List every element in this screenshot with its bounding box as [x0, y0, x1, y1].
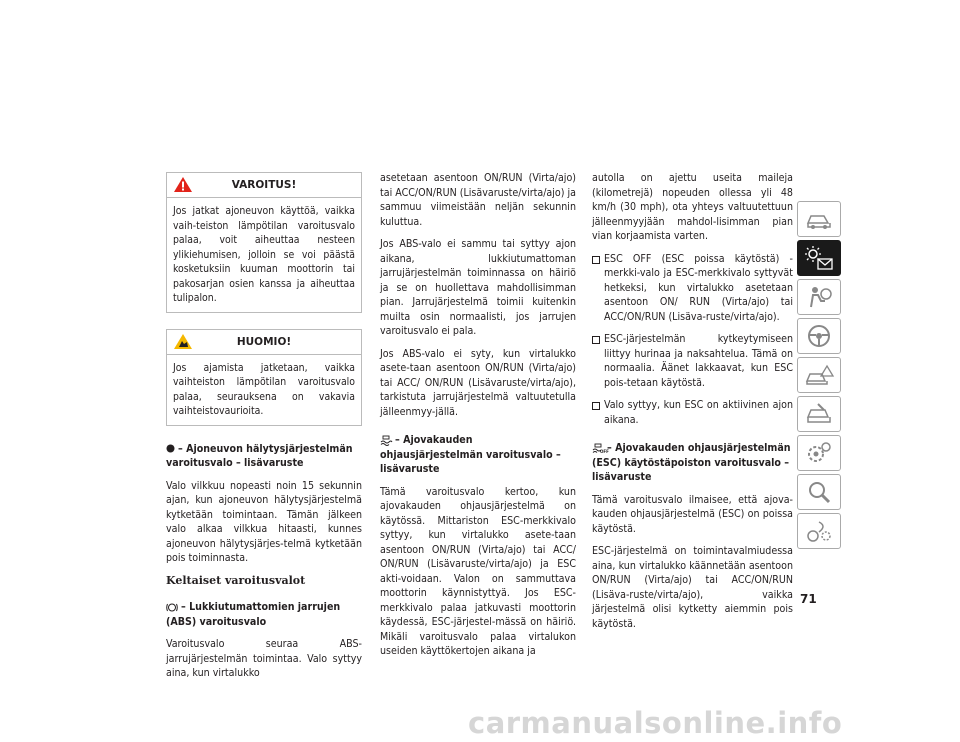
tab-servicing[interactable]	[797, 396, 841, 432]
magnifier-icon	[806, 479, 832, 505]
esc-paragraph: Tämä varoitusvalo kertoo, kun ajovakauden ohjausjärjestelmä on käytössä. Mittariston ESC-merkkivalo syttyy, kun virtalukko asete-taan asentoon ON/RUN (Virta/ajo) tai ACC/ ON/RUN (Lisävaruste/virta/ajo) ja ESC akti-voidaan. Valon on sammuttava moottorin käynnistyttyä. Jos ESC-merkkivalo palaa jatkuvasti moottorin käydessä, ESC-järjestel-mässä on häiriö. Mikäli varoitusvalo palaa virtalukon useiden käyttökertojen aikana ja	[380, 485, 576, 657]
list-item: ESC OFF (ESC poissa käytöstä) -merkki-valo ja ESC-merkkivalo syttyvät hetkeksi, kun virtalukko asetetaan asentoon ON/ RUN (Virta/ajo) tai ACC/ON/RUN (Lisäva-ruste/virta/ajo).	[592, 252, 793, 325]
abs-paragraph: Varoitusvalo seuraa ABS-jarrujärjestelmän toimintaa. Valo syttyy aina, kun virtalukko	[166, 638, 362, 679]
hazard-car-icon	[804, 363, 834, 387]
column-3	[592, 171, 793, 639]
watermark-text: carmanualsonline.info	[468, 706, 843, 740]
warning-lights-icon	[804, 245, 834, 271]
alarm-light-icon	[166, 444, 175, 453]
abs-check-paragraph: Jos ABS-valo ei syty, kun virtalukko asete-taan asentoon ON/RUN (Virta/ajo) tai ACC/ ON/RUN (Lisävaruste/virta/ajo), tarkistuta jarrujärjestelmä valtuutetulla jälleenmyy-jällä.	[380, 347, 576, 418]
tab-multimedia[interactable]	[797, 513, 841, 549]
notice-title: HUOMIO!	[236, 335, 292, 348]
car-keys-icon	[804, 207, 834, 231]
column-2	[380, 171, 576, 667]
abs-light-icon	[166, 603, 178, 612]
abs-fault-paragraph: Jos ABS-valo ei sammu tai syttyy ajon aikana, lukkiutumattoman jarrujärjestelmän toiminnassa on häiriö ja se on huollettava mahdollisimman pian. Jarrujärjestelmä toimii kuitenkin muilta osin normaalisti, jos jarrujen varoitusvalo ei pala.	[380, 238, 576, 337]
alarm-paragraph: Valo vilkkuu nopeasti noin 15 sekunnin ajan, kun ajoneuvon hälytysjärjestelmä kytketään toimintaan. Tämän jälkeen valo alkaa vilkkua hitaasti, kunnes ajoneuvon hälytysjärjes-telmä kytketään pois toiminnasta.	[166, 479, 362, 564]
bullet-square-icon	[592, 336, 600, 344]
watermark	[0, 704, 960, 742]
svg-text:OFF: OFF	[600, 449, 609, 454]
page-number: 71	[800, 592, 817, 606]
bullet-square-icon	[592, 402, 600, 410]
warning-triangle-icon	[173, 176, 193, 193]
notice-text: Jos ajamista jatketaan, vaikka vaihteiston lämpötilan varoitusvalo palaa, seurauksena on vakavia vaihteistovaurioita.	[173, 361, 355, 417]
notice-triangle-icon	[173, 333, 193, 350]
warning-text: Jos jatkat ajoneuvon käyttöä, vaikka vaih-teiston lämpötilan varoitusvalo palaa, voit aiheuttaa nesteen ylikiehumisen, jolloin se voi päästä kosketuksiin kuuman moottorin tai pakosarjan osien kanssa ja aiheuttaa tulipalon.	[173, 205, 355, 304]
tab-emergency[interactable]	[797, 357, 841, 393]
alarm-heading: – Ajoneuvon hälytysjärjestelmän varoitusvalo – lisävaruste	[166, 442, 353, 469]
esc-off-light-icon	[592, 443, 609, 454]
abs-heading: – Lukkiutumattomien jarrujen (ABS) varoitusvalo	[166, 601, 341, 628]
bullet-square-icon	[592, 256, 600, 264]
tab-driving[interactable]	[797, 318, 841, 354]
steering-wheel-icon	[806, 323, 832, 349]
car-service-icon	[804, 402, 834, 426]
yellow-lights-heading: Keltaiset varoitusvalot	[166, 573, 306, 587]
abs-continued-paragraph: asetetaan asentoon ON/RUN (Virta/ajo) tai ACC/ON/RUN (Lisävaruste/virta/ajo) ja sammuu viimeistään neljän sekunnin kuluttua.	[380, 172, 576, 228]
warning-box	[166, 172, 362, 313]
esc-heading: – Ajovakauden ohjausjärjestelmän varoitusvalo – lisävaruste	[380, 434, 561, 475]
tab-instrument-panel[interactable]	[797, 240, 841, 276]
gear-settings-icon	[805, 440, 833, 466]
warning-title: VAROITUS!	[231, 179, 297, 191]
esc-ready-paragraph: ESC-järjestelmä on toimintavalmiudessa aina, kun virtalukko käännetään asentoon ON/RUN (Virta/ajo) tai ACC/ON/RUN (Lisäva-ruste/virta/ajo), vaikka järjestelmä olisi kytketty aiemmin pois käytöstä.	[592, 545, 793, 630]
column-1	[166, 172, 362, 689]
tab-specifications[interactable]	[797, 435, 841, 471]
airbag-icon	[805, 285, 833, 309]
esc-off-heading: OFF – Ajovakauden ohjausjärjestelmän (ESC) käytöstäpoiston varoitusvalo – lisävaruste	[592, 442, 791, 483]
esc-off-paragraph: Tämä varoitusvalo ilmaisee, että ajova-kauden ohjausjärjestelmä (ESC) on poissa käytöstä.	[592, 493, 793, 535]
esc-light-icon	[380, 435, 392, 445]
multimedia-icon	[805, 518, 833, 544]
list-item: Valo syttyy, kun ESC on aktiivinen ajon aikana.	[592, 398, 793, 427]
tab-index[interactable]	[797, 474, 841, 510]
esc-continued-paragraph: autolla on ajettu useita maileja (kilometrejä) nopeuden ollessa yli 48 km/h (30 mph), ota yhteys valtuutettuun jälleenmyyjään mahdol-lisimman pian vian korjaamista varten.	[592, 172, 793, 242]
list-item: ESC-järjestelmän kytkeytymiseen liittyy hurinaa ja naksahtelua. Tämä on normaalia. Äänet lakkaavat, kun ESC pois-tetaan käytöstä.	[592, 332, 793, 390]
chapter-tabs	[797, 201, 841, 552]
notice-box	[166, 329, 362, 426]
tab-vehicle[interactable]	[797, 201, 841, 237]
tab-safety[interactable]	[797, 279, 841, 315]
